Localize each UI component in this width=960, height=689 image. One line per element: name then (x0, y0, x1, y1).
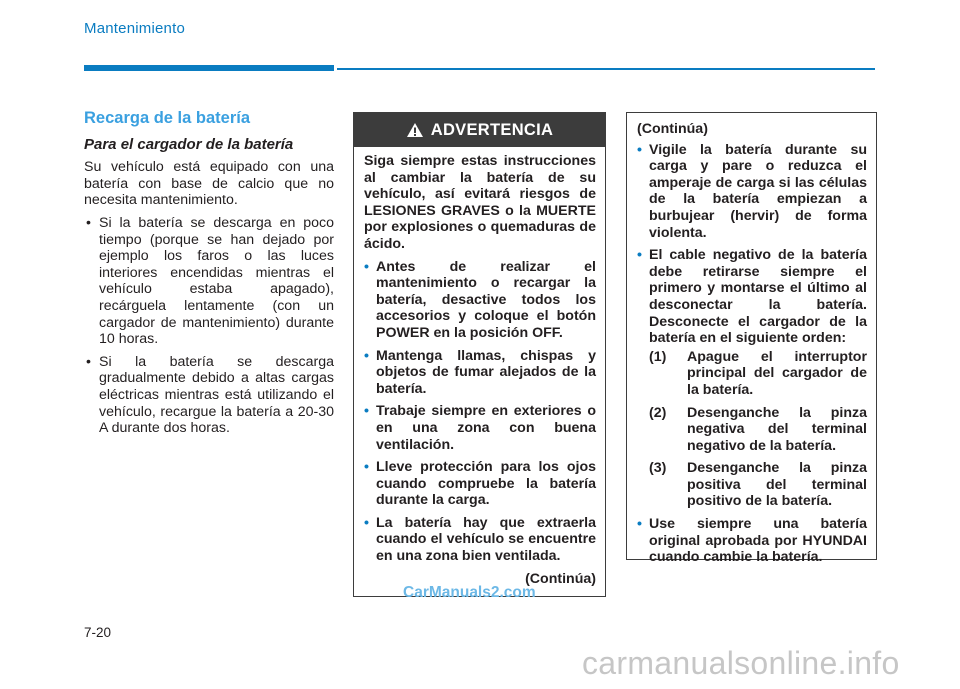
header-rule-thick (84, 65, 334, 71)
warning-list (364, 259, 596, 565)
warning-intro: Siga siempre estas instrucciones al cambiar la batería de su vehículo, así evitará riesgos de LESIONES GRAVES o la MUERTE por explosiones o quemaduras de ácido. (364, 153, 596, 252)
step-number: (2) (649, 404, 667, 421)
warning-triangle-icon (406, 122, 424, 138)
bullet-icon: • (364, 347, 369, 364)
list-item (364, 348, 596, 398)
list-item (364, 259, 596, 342)
list-item-text: Vigile la batería durante su carga y pare o reduzca el amperaje de carga si las células de la batería empiezan a burbujear (hervir) de forma violenta. (649, 141, 867, 241)
warning-header (354, 113, 605, 147)
step-item (649, 405, 867, 455)
bullet-icon: • (86, 214, 91, 231)
list-item-text: Trabaje siempre en exteriores o en una zona con buena ventilación. (376, 403, 596, 453)
intro-paragraph: Su vehículo está equipado con una batería con base de calcio que no necesita mantenimiento. (84, 159, 334, 209)
list-item (637, 142, 867, 242)
list-item (637, 516, 867, 566)
list-item-text: Antes de realizar el mantenimiento o recargar la batería, desactive todos los accesorios y coloque el botón POWER en la posición OFF. (376, 258, 596, 341)
bullet-icon: • (86, 353, 91, 370)
bullet-icon: • (637, 247, 642, 264)
list-item-text: Mantenga llamas, chispas y objetos de fumar alejados de la batería. (376, 347, 596, 397)
bullet-icon: • (364, 403, 369, 420)
continued-warning-box (626, 112, 877, 566)
list-item (364, 515, 596, 565)
bullet-icon: • (364, 459, 369, 476)
warning-box (353, 112, 606, 597)
watermark-link[interactable]: CarManuals2.com (403, 584, 536, 601)
subsection-title: Para el cargador de la batería (84, 135, 294, 153)
step-item (649, 349, 867, 399)
bullet-icon: • (637, 516, 642, 533)
continued-list (637, 142, 867, 566)
list-item (364, 459, 596, 509)
page-number: 7-20 (84, 625, 112, 640)
bullet-icon: • (364, 258, 369, 275)
step-number: (3) (649, 460, 667, 477)
list-item-text: La batería hay que extraerla cuando el vehículo se encuentre en una zona bien ventilada. (376, 514, 596, 565)
list-item-text: El cable negativo de la batería debe retirarse siempre el primero y montarse el último al desconectar la batería. Desconecte el cargador de la batería en el siguiente orden: (649, 247, 867, 347)
header-rule-thin (337, 68, 875, 70)
step-text: Desenganche la pinza positiva del terminal positivo de la batería. (687, 460, 867, 510)
bullet-icon: • (364, 514, 369, 531)
list-item (84, 215, 334, 348)
list-item-text: Lleve protección para los ojos cuando compruebe la batería durante la carga. (376, 459, 596, 509)
steps-list (649, 349, 867, 510)
bullet-list (84, 215, 334, 437)
step-item (649, 460, 867, 510)
list-item-text: Use siempre una batería original aprobada por HYUNDAI cuando cambie la batería. (649, 516, 867, 566)
continues-label: (Continúa) (525, 570, 596, 587)
step-number: (1) (649, 348, 667, 365)
list-item (84, 354, 334, 437)
footer-watermark: carmanualsonline.info (582, 645, 900, 681)
list-item-text: Si la batería se descarga en poco tiempo (porque se han dejado por ejemplo los faros o las luces interiores encendidas mientras el vehículo estaba apagado), recárguela lentamente (con un cargador de mantenimiento) durante 10 horas. (99, 214, 334, 348)
warning-label: ADVERTENCIA (430, 120, 554, 139)
warning-body (354, 147, 605, 587)
page-title: Recarga de la batería (84, 109, 250, 127)
left-column (84, 110, 334, 443)
continued-body (627, 113, 876, 566)
list-item (364, 403, 596, 453)
section-title: Mantenimiento (84, 20, 185, 37)
step-text: Apague el interruptor principal del cargador de la batería. (687, 348, 867, 398)
bullet-icon: • (637, 141, 642, 158)
step-text: Desenganche la pinza negativa del terminal negativo de la batería. (687, 404, 867, 454)
continued-label: (Continúa) (637, 121, 708, 137)
list-item (637, 247, 867, 510)
list-item-text: Si la batería se descarga gradualmente debido a altas cargas eléctricas mientras está utilizando el vehículo, recargue la batería a 20-30 A durante dos horas. (99, 353, 334, 437)
